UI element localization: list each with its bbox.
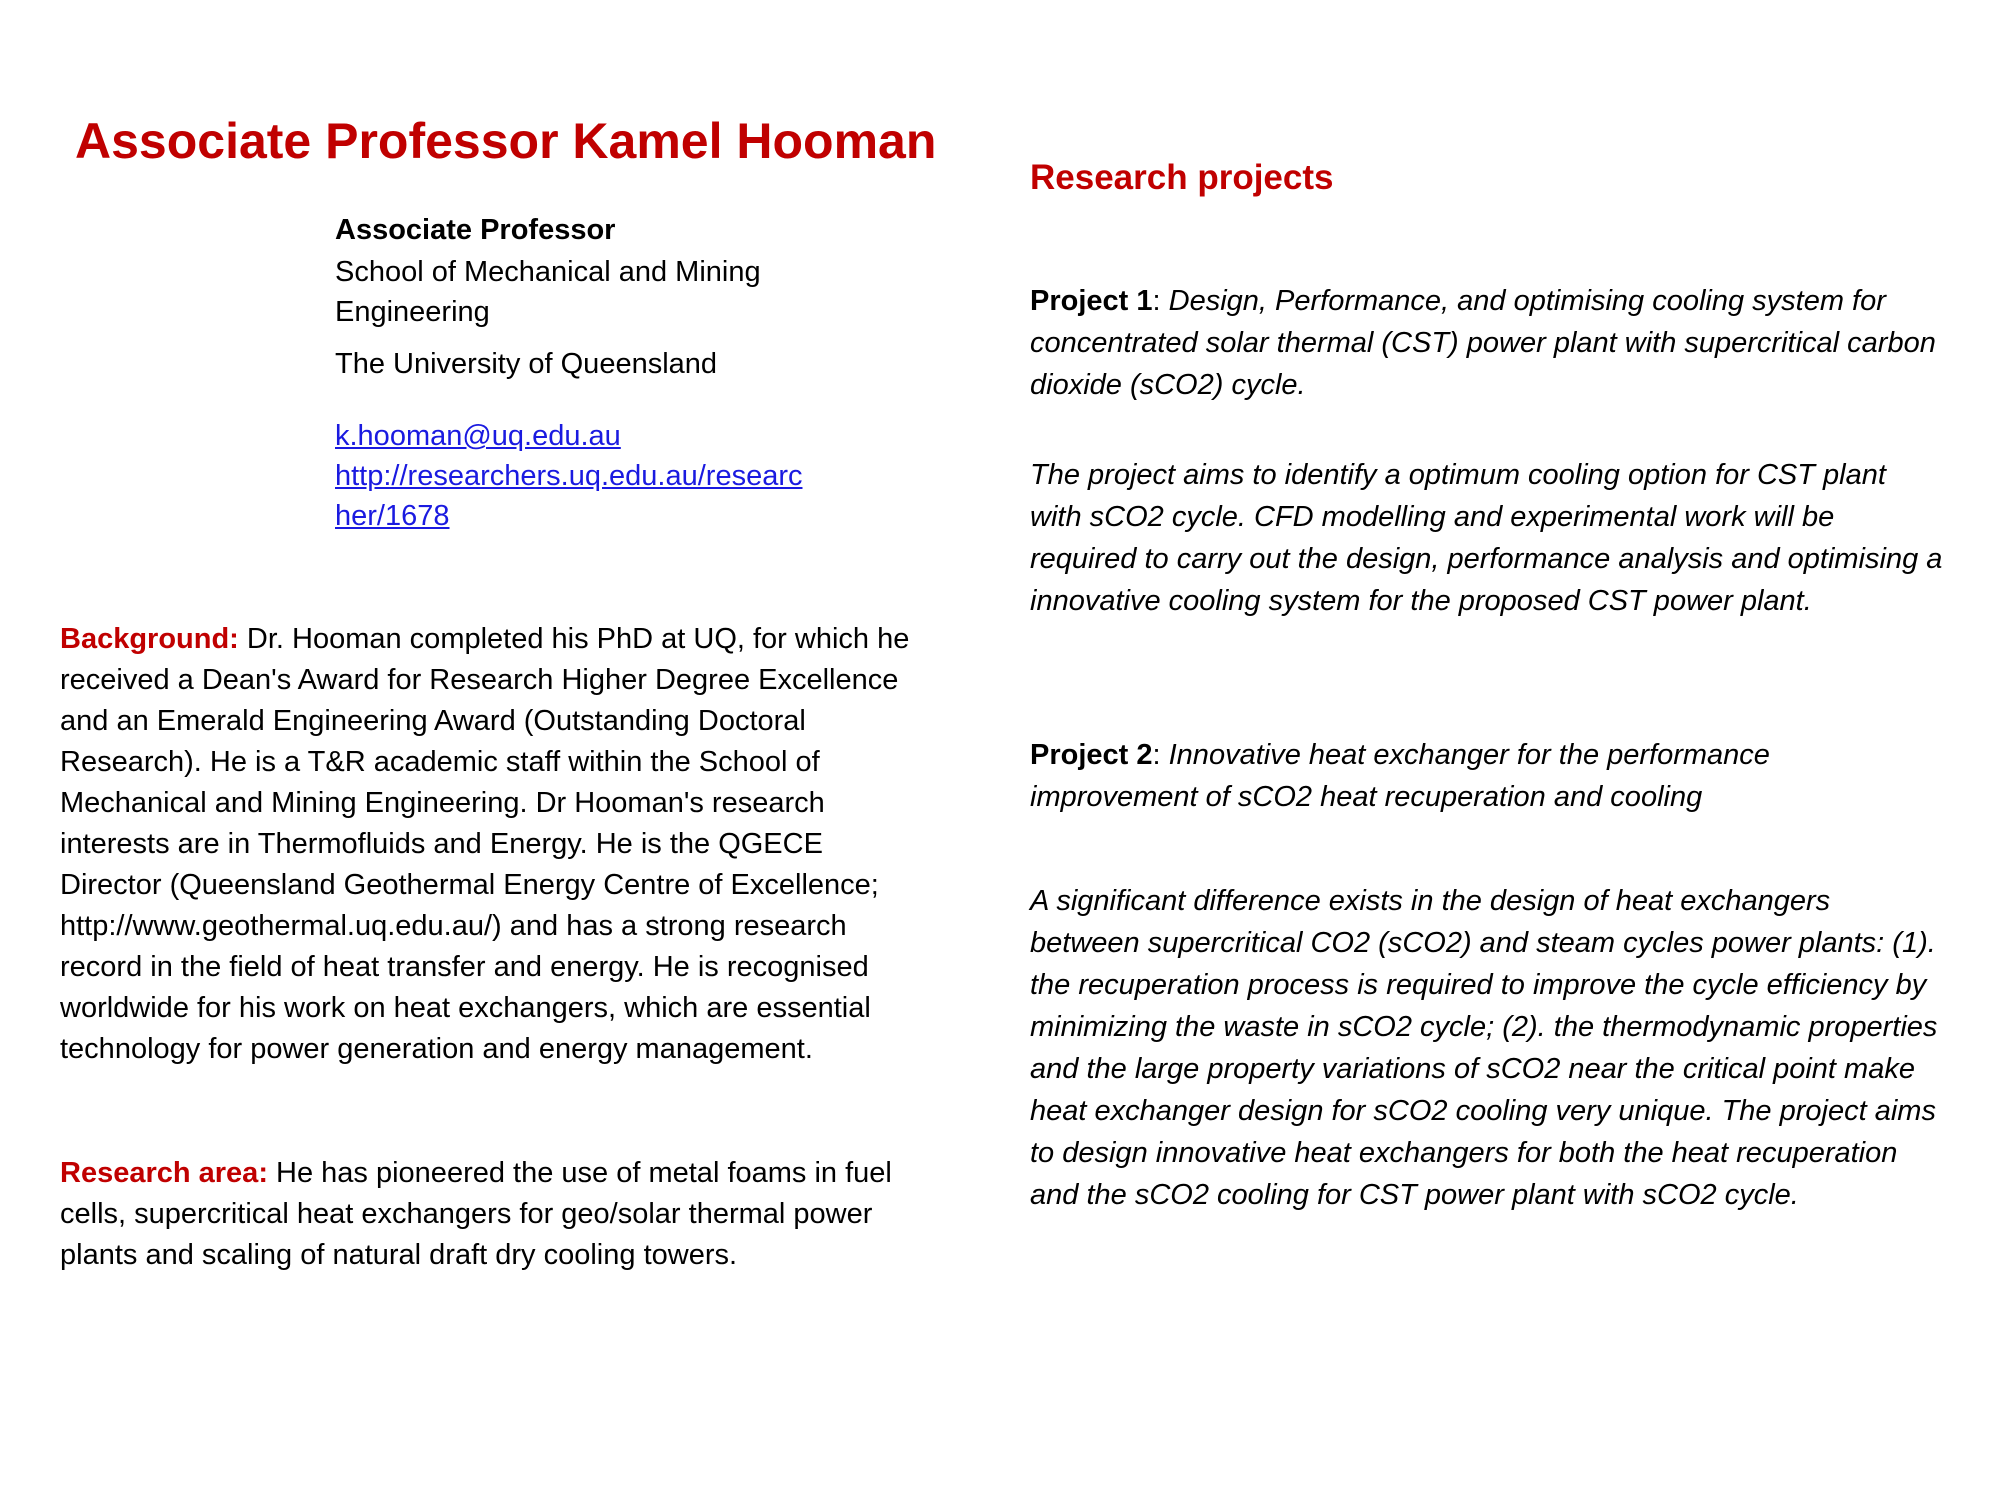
research-area-paragraph	[60, 1153, 928, 1276]
page-title: Associate Professor Kamel Hooman	[75, 112, 937, 169]
school-name: School of Mechanical and Mining Engineering	[335, 256, 761, 328]
project-2-separator: :	[1152, 739, 1169, 771]
research-projects-heading: Research projects	[1030, 158, 1334, 197]
project-1-description: The project aims to identify a optimum cooling option for CST plant with sCO2 cycle. CFD modelling and experimental work will be required to carry out the design, performance analysis and optimising a innovative cooling system for the proposed CST power plant.	[1030, 459, 1943, 617]
researcher-profile-link[interactable]: http://researchers.uq.edu.au/researcher/1678	[335, 460, 803, 532]
email-link[interactable]: k.hooman@uq.edu.au	[335, 420, 621, 452]
project-1-separator: :	[1152, 285, 1169, 317]
university-name: The University of Queensland	[335, 348, 718, 380]
contact-links	[335, 416, 813, 536]
project-1-title-text: Design, Performance, and optimising cooling system for concentrated solar thermal (CST) power plant with supercritical carbon dioxide (sCO2) cycle.	[1030, 285, 1936, 401]
project-2-title-text: Innovative heat exchanger for the performance improvement of sCO2 heat recuperation and cooling	[1030, 739, 1770, 813]
position-title: Associate Professor	[335, 214, 616, 246]
research-area-label: Research area:	[60, 1157, 268, 1189]
project-2-label: Project 2	[1030, 739, 1153, 771]
project-1-title	[1030, 280, 1945, 406]
research-area-text: He has pioneered the use of metal foams in fuel cells, supercritical heat exchangers for geo/solar thermal power plants and scaling of natural draft dry cooling towers.	[60, 1157, 892, 1271]
background-paragraph	[60, 619, 928, 1070]
project-2-title	[1030, 734, 1945, 818]
contact-block	[335, 210, 813, 536]
background-text: Dr. Hooman completed his PhD at UQ, for which he received a Dean's Award for Research Higher Degree Excellence and an Emerald Engineering Award (Outstanding Doctoral Research). He is a T&R academic staff within the School of Mechanical and Mining Engineering. Dr Hooman's research interests are in Thermofluids and Energy. He is the QGECE Director (Queensland Geothermal Energy Centre of Excellence; http://www.geothermal.uq.edu.au/) and has a strong research record in the field of heat transfer and energy. He is recognised worldwide for his work on heat exchangers, which are essential technology for power generation and energy management.	[60, 623, 910, 1065]
background-label: Background:	[60, 623, 239, 655]
project-1-label: Project 1	[1030, 285, 1153, 317]
project-2-description: A significant difference exists in the design of heat exchangers between supercritical CO2 (sCO2) and steam cycles power plants: (1). the recuperation process is required to improve the cycle efficiency by minimizing the waste in sCO2 cycle; (2). the thermodynamic properties and the large property variations of sCO2 near the critical point make heat exchanger design for sCO2 cooling very unique. The project aims to design innovative heat exchangers for both the heat recuperation and the sCO2 cooling for CST power plant with sCO2 cycle.	[1030, 885, 1938, 1211]
research-projects-section	[1030, 158, 1945, 1216]
